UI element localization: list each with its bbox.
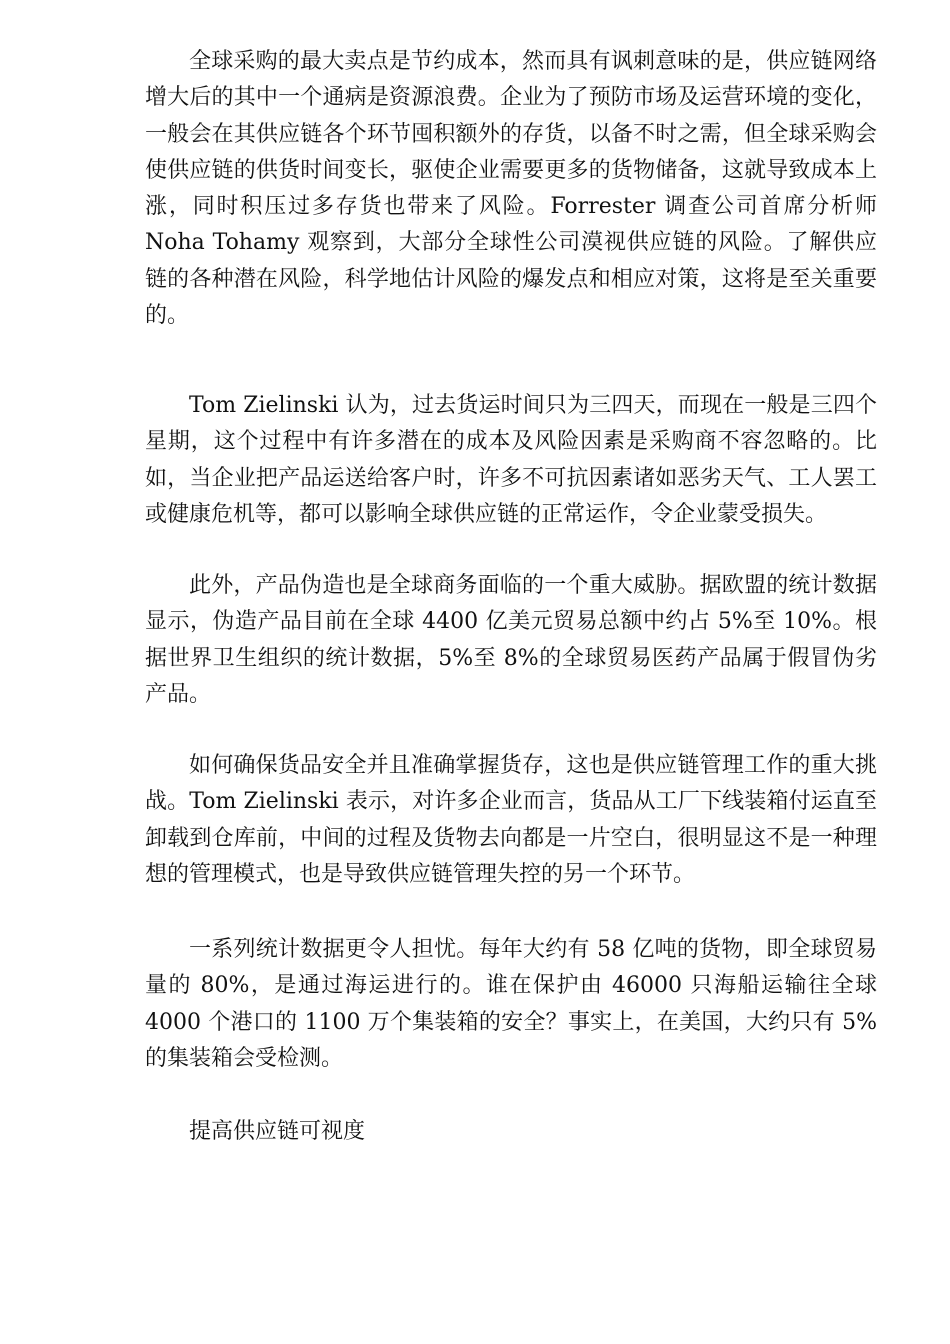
paragraph-inventory-security: 如何确保货品安全并且准确掌握货存，这也是供应链管理工作的重大挑战。Tom Zielinski 表示，对许多企业而言，货品从工厂下线装箱付运直至卸载到仓库前，中间的过程及货物去向都是一片空白，很明显这不是一种理想的管理模式，也是导致供应链管理失控的另一个环节。 bbox=[145, 753, 877, 887]
paragraph-counterfeit-products: 此外，产品伪造也是全球商务面临的一个重大威胁。据欧盟的统计数据显示，伪造产品目前在全球 4400 亿美元贸易总额中约占 5%至 10%。根据世界卫生组织的统计数据，5%至 8%的全球贸易医药产品属于假冒伪劣产品。 bbox=[145, 573, 877, 707]
paragraph-global-sourcing-cost: 全球采购的最大卖点是节约成本，然而具有讽刺意味的是，供应链网络增大后的其中一个通病是资源浪费。企业为了预防市场及运营环境的变化，一般会在其供应链各个环节囤积额外的存货，以备不时之需，但全球采购会使供应链的供货时间变长，驱使企业需要更多的货物储备，这就导致成本上涨，同时积压过多存货也带来了风险。Forrester 调查公司首席分析师 Noha Tohamy 观察到，大部分全球性公司漠视供应链的风险。了解供应链的各种潜在风险，科学地估计风险的爆发点和相应对策，这将是至关重要的。 bbox=[145, 49, 877, 329]
paragraph-shipping-statistics: 一系列统计数据更令人担忧。每年大约有 58 亿吨的货物，即全球贸易量的 80%，是通过海运进行的。谁在保护由 46000 只海船运输往全球 4000 个港口的 1100 万个集装箱的安全？事实上，在美国，大约只有 5%的集装箱会受检测。 bbox=[145, 937, 877, 1071]
paragraph-shipping-time-risk: Tom Zielinski 认为，过去货运时间只为三四天，而现在一般是三四个星期，这个过程中有许多潜在的成本及风险因素是采购商不容忽略的。比如，当企业把产品运送给客户时，许多不可抗因素诸如恶劣天气、工人罢工或健康危机等，都可以影响全球供应链的正常运作，令企业蒙受损失。 bbox=[145, 393, 877, 527]
section-heading-visibility: 提高供应链可视度 bbox=[189, 1119, 366, 1144]
